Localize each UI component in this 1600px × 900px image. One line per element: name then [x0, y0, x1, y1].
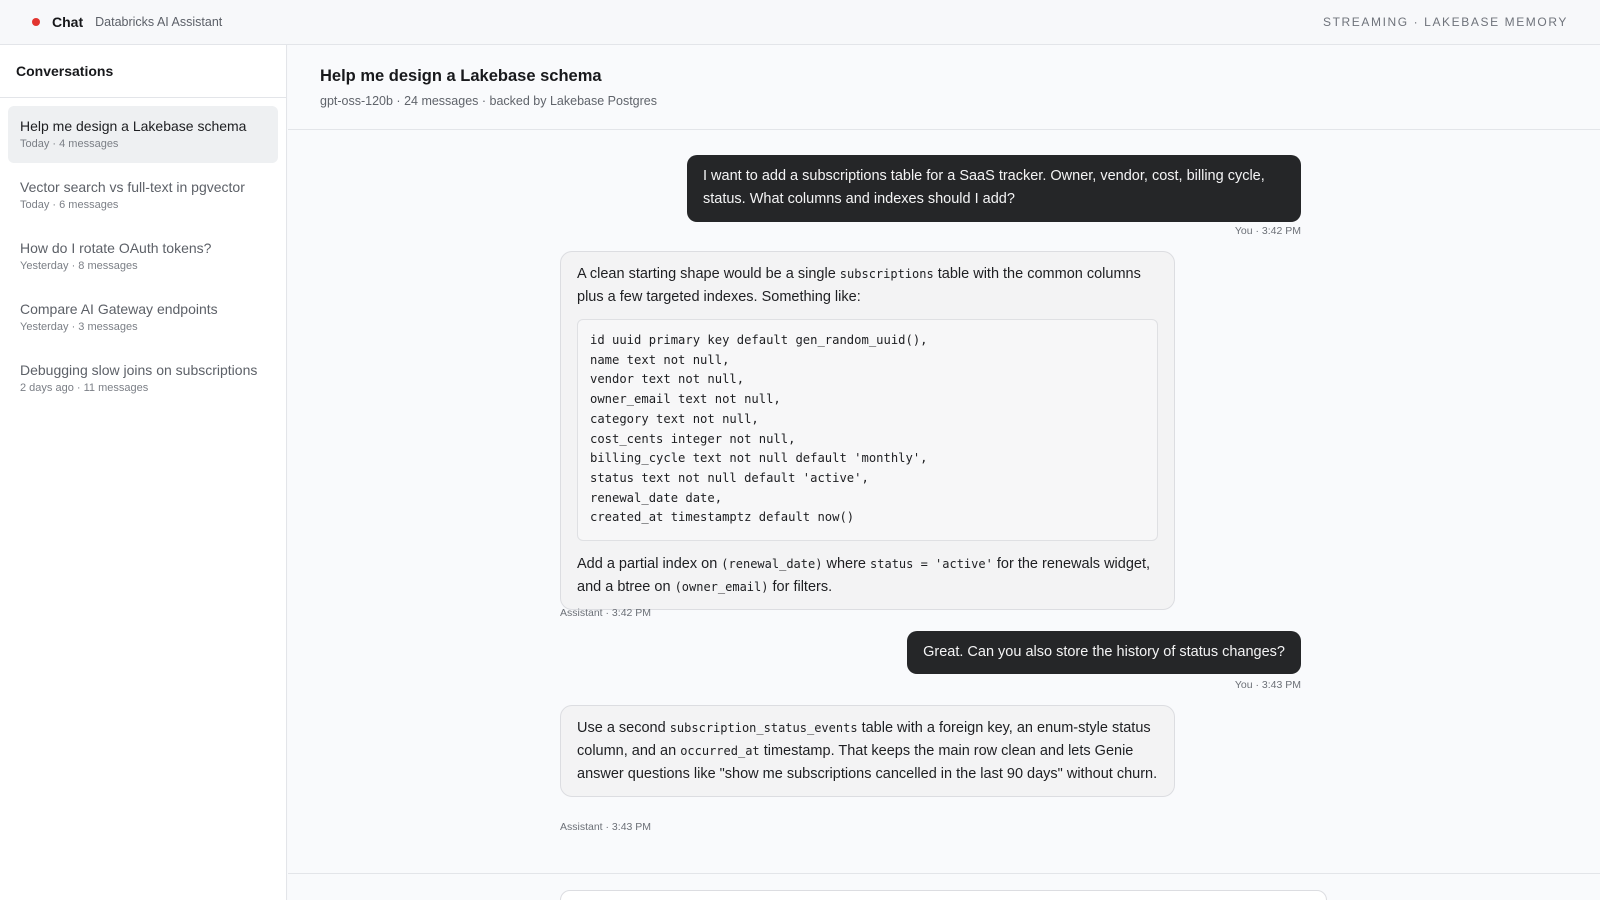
inline-code: subscription_status_events [669, 721, 858, 735]
text-run: A clean starting shape would be a single [577, 266, 840, 282]
text-run: table with a foreign key, an enum-style status column, and an [577, 720, 1151, 759]
code-line: billing_cycle text not null default 'monthly', [590, 451, 928, 466]
assistant-message [560, 251, 1175, 610]
code-line: id uuid primary key default gen_random_uuid(), [590, 333, 928, 347]
conversation-header [288, 45, 1600, 130]
code-line: name text not null, [590, 352, 730, 367]
message-input[interactable] [560, 890, 1327, 900]
message-meta: Assistant · 3:43 PM [560, 821, 652, 833]
conversation-title-heading: Help me design a Lakebase schema [320, 67, 602, 85]
message-thread[interactable] [288, 131, 1600, 833]
code-line: vendor text not null, [590, 372, 745, 387]
conversation-item[interactable] [8, 350, 278, 407]
user-message: I want to add a subscriptions table for a SaaS tracker. Owner, vendor, cost, billing cycle, status. What columns and indexes should I add? [687, 155, 1301, 222]
text-run: table with the common columns plus a few targeted indexes. Something like: [577, 266, 1141, 305]
assistant-message [560, 705, 1175, 797]
conversation-title: Vector search vs full-text in pgvector [20, 179, 245, 195]
code-line: category text not null, [590, 411, 759, 426]
text-run: for the renewals widget, and a btree on [577, 556, 1151, 596]
conversation-item[interactable] [8, 228, 278, 285]
app-subtitle: Databricks AI Assistant [95, 15, 223, 29]
sidebar [0, 45, 287, 900]
sidebar-header: Conversations [0, 45, 286, 98]
text-run: Add a partial index on [577, 556, 722, 573]
conversation-title: Help me design a Lakebase schema [20, 118, 247, 134]
conversation-meta: Today · 4 messages [20, 138, 119, 150]
code-line: owner_email text not null, [590, 392, 781, 407]
top-bar [0, 0, 1600, 45]
conversation-meta: Yesterday · 8 messages [20, 260, 138, 272]
status-dot-icon [32, 18, 40, 26]
main-panel [288, 45, 1600, 900]
code-line: created_at timestamptz default now() [590, 510, 855, 525]
text-run: Use a second [577, 720, 670, 736]
code-line: cost_cents integer not null, [590, 431, 796, 446]
message-meta: Assistant · 3:42 PM [560, 607, 652, 619]
message-meta: You · 3:43 PM [1234, 679, 1301, 691]
conversation-title: Compare AI Gateway endpoints [20, 301, 218, 317]
message-paragraph [577, 553, 1158, 599]
conversation-title: Debugging slow joins on subscriptions [20, 362, 258, 378]
text-run: where [822, 556, 871, 573]
composer-area [288, 873, 1600, 900]
conversation-list [0, 98, 286, 419]
conversation-item[interactable] [8, 289, 278, 346]
code-block [577, 319, 1158, 541]
text-run: timestamp. That keeps the main row clean and lets Genie answer questions like "show me subscriptions cancelled in the last 90 days" without churn. [577, 743, 1158, 782]
code-line: renewal_date date, [590, 490, 723, 505]
message-paragraph [577, 263, 1158, 309]
inline-code: occurred_at [680, 744, 760, 758]
message-meta: You · 3:42 PM [1234, 225, 1301, 237]
conversation-item[interactable] [8, 106, 278, 163]
conversation-meta: Yesterday · 3 messages [20, 321, 138, 333]
code-line: status text not null default 'active', [590, 470, 869, 485]
user-message: Great. Can you also store the history of status changes? [907, 631, 1301, 674]
inline-code: (renewal_date) [721, 557, 823, 572]
inline-code: (owner_email) [674, 580, 769, 595]
inline-code: subscriptions [839, 267, 934, 281]
status-indicator: STREAMING · LAKEBASE MEMORY [1322, 15, 1568, 29]
conversation-meta: 2 days ago · 11 messages [20, 382, 149, 394]
text-run: for filters. [768, 579, 833, 596]
conversation-meta: Today · 6 messages [20, 199, 119, 211]
conversation-title: How do I rotate OAuth tokens? [20, 240, 212, 256]
app-title: Chat [52, 14, 84, 30]
inline-code: status = 'active' [870, 557, 993, 572]
conversation-subtitle: gpt-oss-120b · 24 messages · backed by Lakebase Postgres [320, 94, 657, 108]
conversation-item[interactable] [8, 167, 278, 224]
